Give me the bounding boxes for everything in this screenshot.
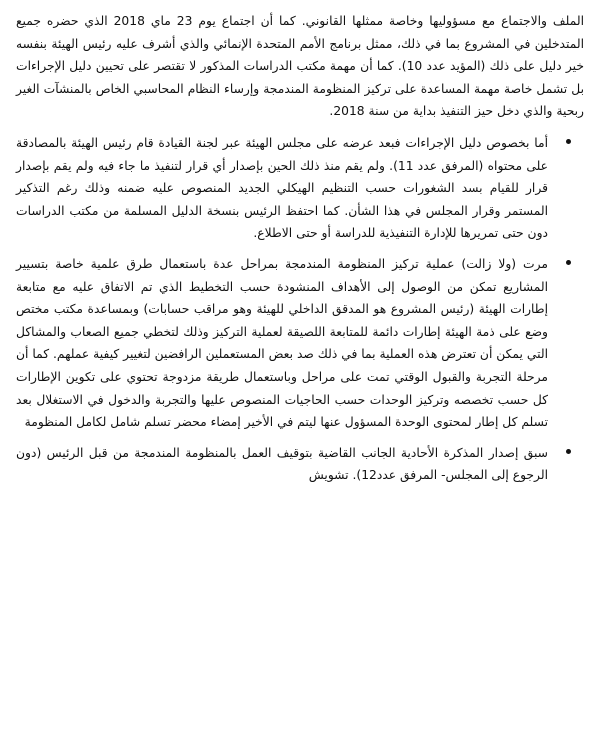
paragraph-2 [16,132,584,245]
bullet-icon [566,139,571,144]
paragraph-3 [16,253,584,434]
bullet-icon [566,449,571,454]
paragraph-2-text: أما بخصوص دليل الإجراءات فبعد عرضه على مجلس الهيئة عبر لجنة القيادة قام رئيس الهيئة بالمصادقة على محتواه (المرفق عدد 11). ولم يقم منذ ذلك الحين بإصدار أي قرار لتنفيذ ما جاء فيه ولم يقم بإصدار قرار للقيام بسد الشغورات حسب التنظيم الهيكلي الجديد المنصوص عليه ضمنه وذلك رغم التذكير المستمر وقرار المجلس في هذا الشأن. كما احتفظ الرئيس بنسخة الدليل المسلمة من مكتب الدراسات دون حتى تمريرها للإدارة التنفيذية للدراسة أو حتى الاطلاع. [16,135,549,241]
paragraph-1 [16,10,584,123]
bullet-icon [566,260,571,265]
paragraph-4-text: سبق إصدار المذكرة الأحادية الجانب القاضية بتوقيف العمل بالمنظومة المندمجة من قبل الرئيس (دون الرجوع إلى المجلس- المرفق عدد12). تشويش [16,445,548,483]
paragraph-3-text: مرت (ولا زالت) عملية تركيز المنظومة المندمجة بمراحل عدة باستعمال طرق علمية خاصة بتسيير المشاريع تمكن من الوصول إلى الأهداف المنشودة حسب التخطيط الذي تم الاتفاق عليه مع متابعة إطارات الهيئة (رئيس المشروع هو المدقق الداخلي للهيئة وهو مراقب حسابات) وبمساعدة مكتب مختص وضع على ذمة الهيئة إطارات دائمة للمتابعة اللصيقة لعملية التركيز وذلك لتخطي جميع الصعاب والمشاكل التي يمكن أن تعترض هذه العملية بما في ذلك صد بعض المستعملين الرافضين لتغيير كيفية عملهم. كما أن مرحلة التجربة والقبول الوقتي تمت على مراحل وباستعمال طريقة مزدوجة تحتوي على تكوين الإطارات كل حسب تخصصه وتركيز الوحدات حسب الحاجيات المنصوص عليها والتجربة والدخول في الاستغلال بعد تسلم كل إطار لمحتوى الوحدة المسؤول عنها ليتم في الأخير إمضاء محضر تسلم شامل لكامل المنظومة [16,256,548,430]
paragraph-4 [16,442,584,487]
paragraph-1-text: الملف والاجتماع مع مسؤوليها وخاصة ممثلها القانوني. كما أن اجتماع يوم 23 ماي 2018 الذي حضره جميع المتدخلين في المشروع بما في ذلك، ممثل برنامج الأمم المتحدة الإنمائي والذي أشرف عليه رئيس الهيئة بنفسه خير دليل على ذلك (المؤيد عدد 10). كما أن مهمة مكتب الدراسات المذكور لا تقتصر على تحيين دليل الإجراءات بل تشمل خاصة مهمة المساعدة على تركيز المنظومة المندمجة وإرساء النظام المحاسبي الخاص بالمنشآت الغير ربحية والذي دخل حيز التنفيذ بداية من سنة 2018. [16,14,584,119]
